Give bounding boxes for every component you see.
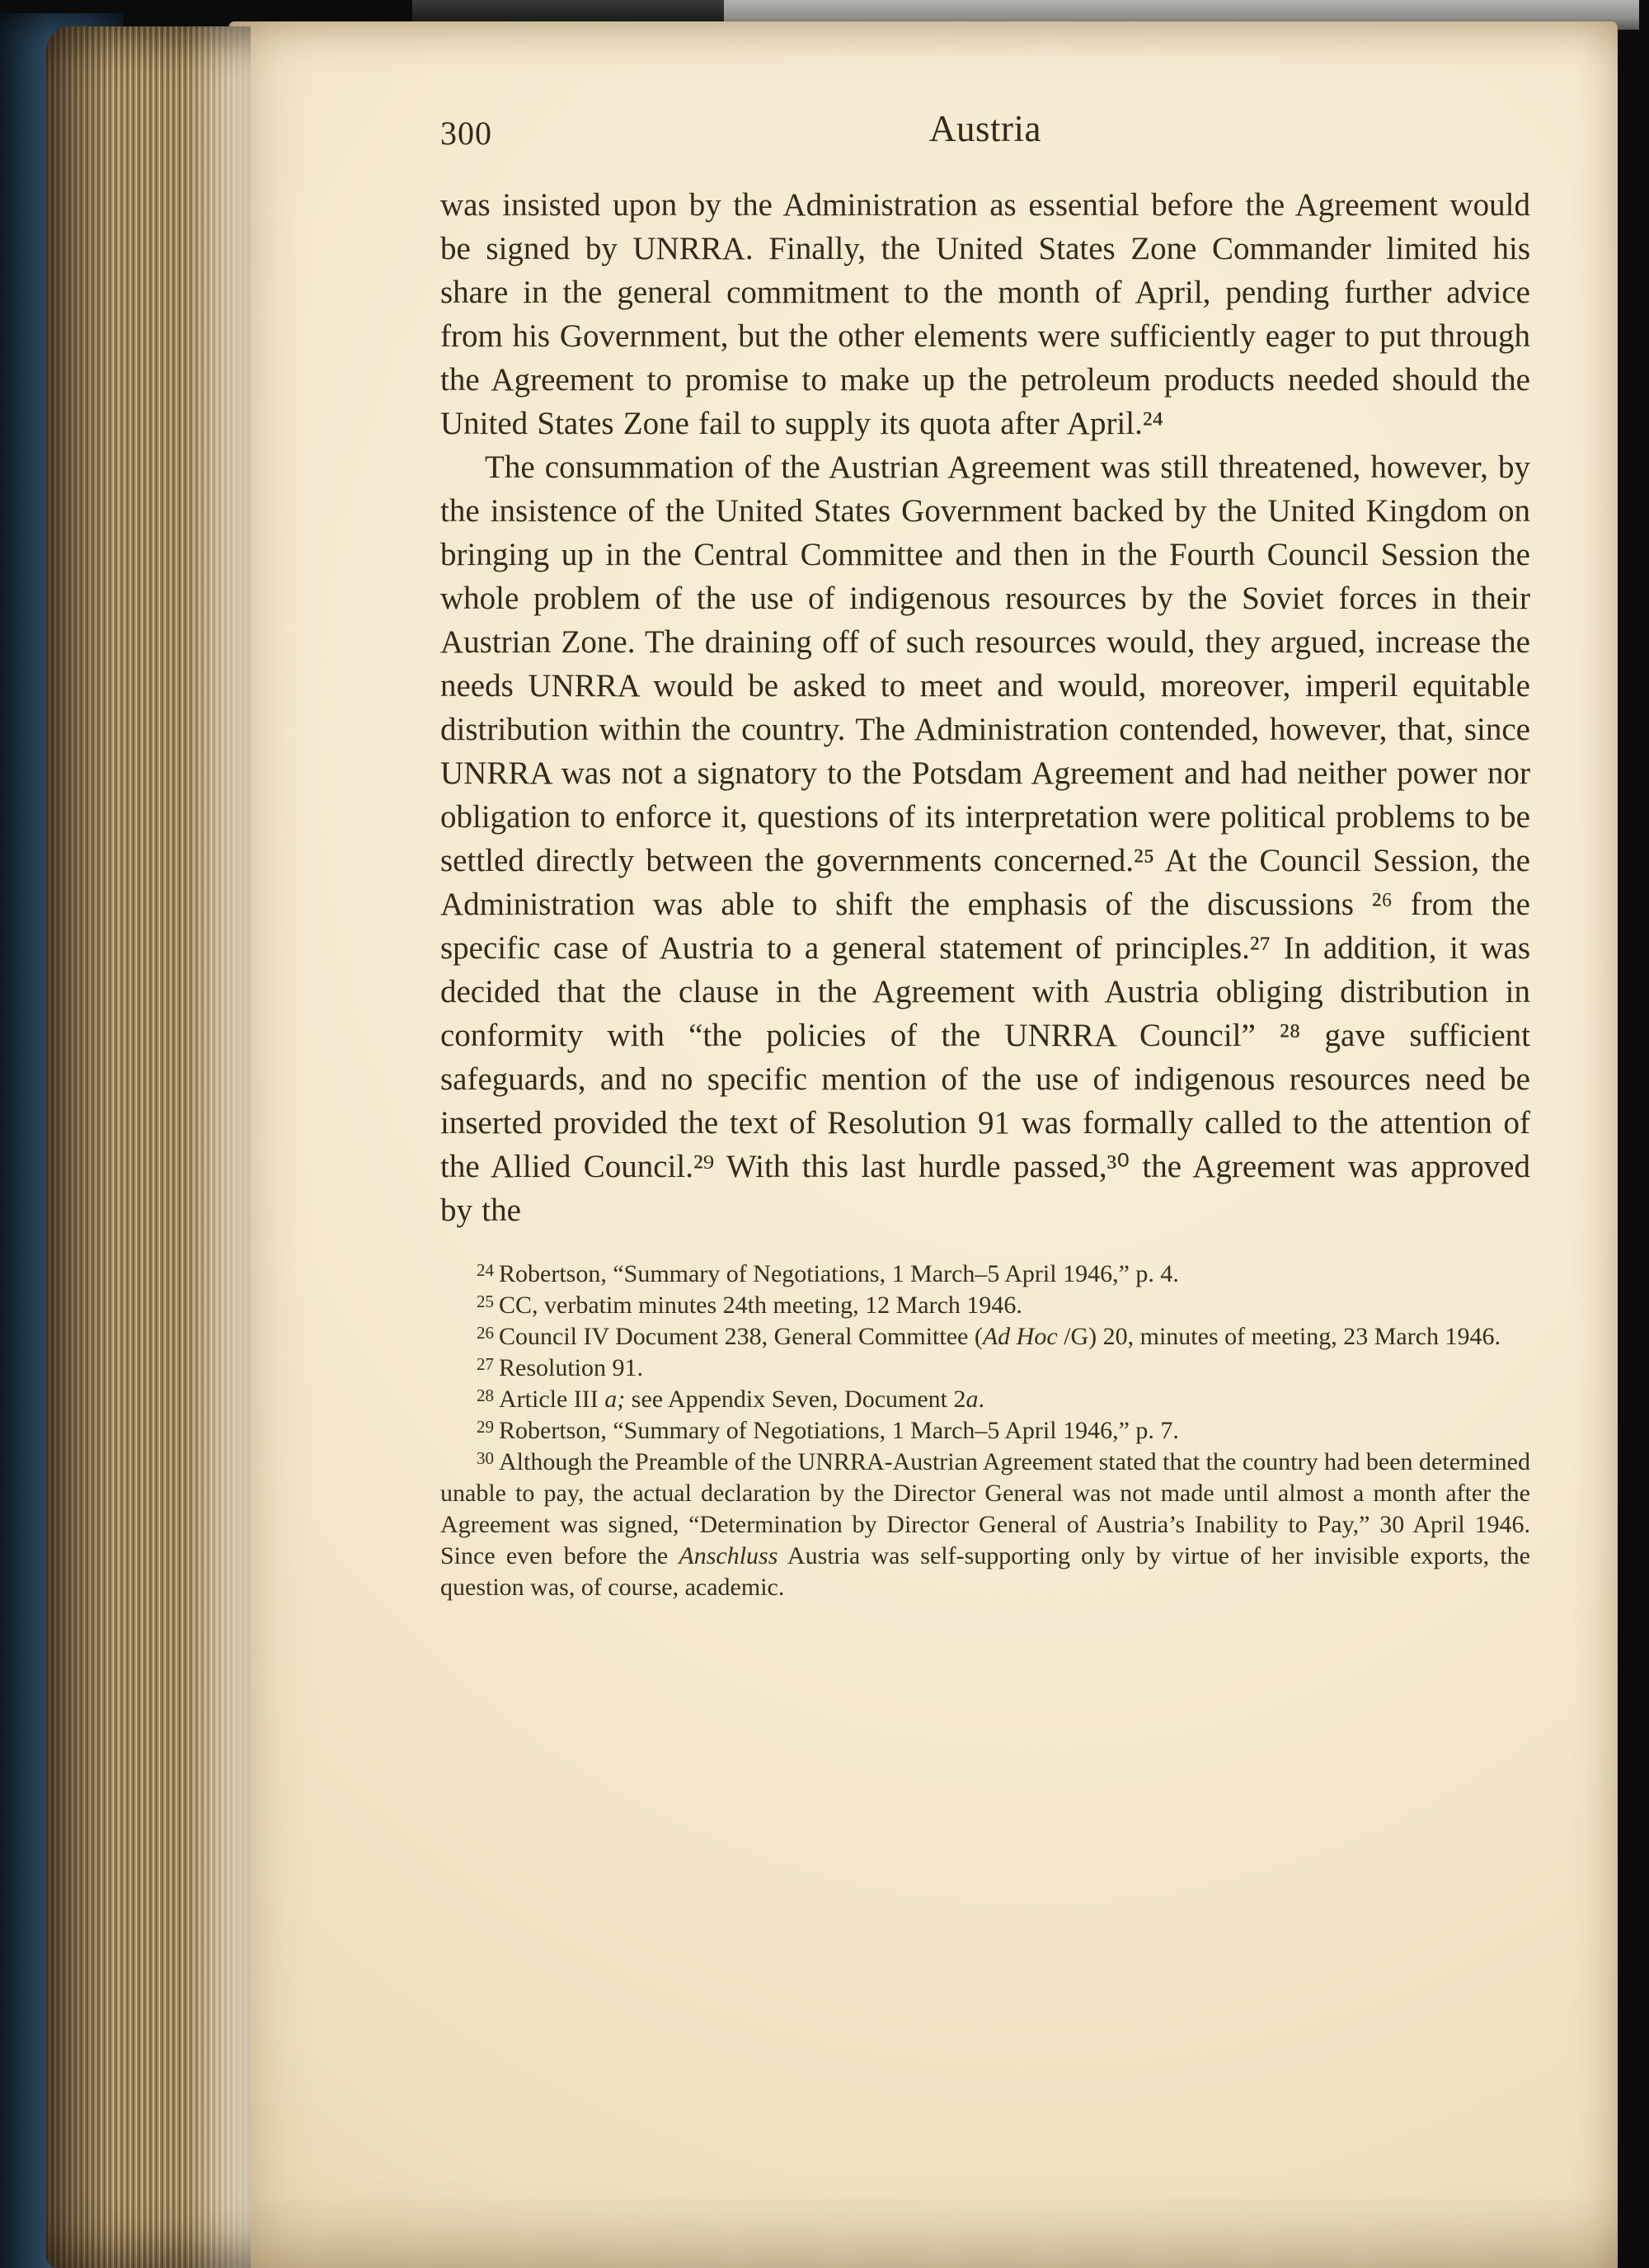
footnote-marker: 28 [477,1386,494,1405]
page-header [440,107,1530,158]
footnote-text: Council IV Document 238, General Committee ( [499,1323,983,1350]
book-page [229,21,1618,2268]
footnote [440,1259,1530,1290]
paragraph: was insisted upon by the Administration as essential before the Agreement would be signed by UNRRA. Finally, the United States Zone Commander limited his share in the general commitment to the month of April, pending further advice from his Government, but the other elements were sufficiently eager to put through the Agreement to promise to make up the petroleum products needed should the United States Zone fail to supply its quota after April.²⁴ [440,187,1530,441]
footnote [440,1290,1530,1321]
footnote-text: Although the Preamble of the UNRRA-Austrian Agreement stated that the country had been determined unable to pay, the actual declaration by the Director General was not made until almost a month after the Agreement was signed, “Determination by Director General of Austria’s Inability to Pay,” 30 April 1946. Since even before the [440,1448,1530,1569]
footnote-text: Article III [499,1386,605,1413]
page-edges-fan [46,26,251,2268]
paragraph: The consummation of the Austrian Agreement was still threatened, however, by the insistence of the United States Government backed by the United Kingdom on bringing up in the Central Committee and then in the Fourth Council Session the whole problem of the use of indigenous resources by the Soviet forces in their Austrian Zone. The draining off of such resources would, they argued, increase the needs UNRRA would be asked to meet and would, moreover, imperil equitable distribution within the country. The Administration contended, however, that, since UNRRA was not a signatory to the Potsdam Agreement and had neither power nor obligation to enforce it, questions of its interpretation were political problems to be settled directly between the governments concerned.²⁵ At the Council Session, the Administration was able to shift the emphasis of the discussions ²⁶ from the specific case of Austria to a general statement of principles.²⁷ In addition, it was decided that the clause in the Agreement with Austria obliging distribution in conformity with “the policies of the UNRRA Council” ²⁸ gave sufficient safeguards, and no specific mention of the use of indigenous resources need be inserted provided the text of Resolution 91 was formally called to the attention of the Allied Council.²⁹ With this last hurdle passed,³⁰ the Agreement was approved by the [440,449,1530,1228]
footnote-text-italic: a; [604,1386,626,1413]
body-text [440,183,1530,1232]
footnote [440,1384,1530,1415]
footnote-marker: 27 [477,1354,494,1374]
footnote-text: . [978,1386,985,1413]
footnote [440,1353,1530,1384]
footnote [440,1447,1530,1603]
footnote-text: Robertson, “Summary of Negotiations, 1 March–5 April 1946,” p. 4. [499,1260,1179,1287]
footnote-marker: 24 [477,1260,494,1280]
footnote-text: CC, verbatim minutes 24th meeting, 12 March 1946. [499,1292,1022,1319]
text-column [440,107,1530,1603]
book-top-shadow [412,0,726,21]
footnote [440,1321,1530,1353]
footnote [440,1415,1530,1447]
running-head-title: Austria [929,108,1041,149]
footnotes [440,1259,1530,1603]
footnote-text: /G) 20, minutes of meeting, 23 March 1946. [1057,1323,1501,1350]
footnote-text-italic: Ad Hoc [982,1323,1058,1350]
footnote-text-italic: Anschluss [679,1542,778,1569]
footnote-marker: 25 [477,1292,494,1311]
footnote-text: Robertson, “Summary of Negotiations, 1 March–5 April 1946,” p. 7. [499,1417,1179,1444]
footnote-marker: 30 [477,1448,494,1468]
footnote-text: see Appendix Seven, Document 2 [625,1386,966,1413]
footnote-text-italic: a [965,1386,979,1413]
footnote-text: Resolution 91. [499,1354,644,1381]
page-number: 300 [440,115,492,152]
footnote-marker: 29 [477,1417,494,1437]
footnote-text: Austria was self-supporting only by virtue of her invisible exports, the question was, of course, academic. [440,1542,1531,1601]
footnote-marker: 26 [477,1323,494,1343]
